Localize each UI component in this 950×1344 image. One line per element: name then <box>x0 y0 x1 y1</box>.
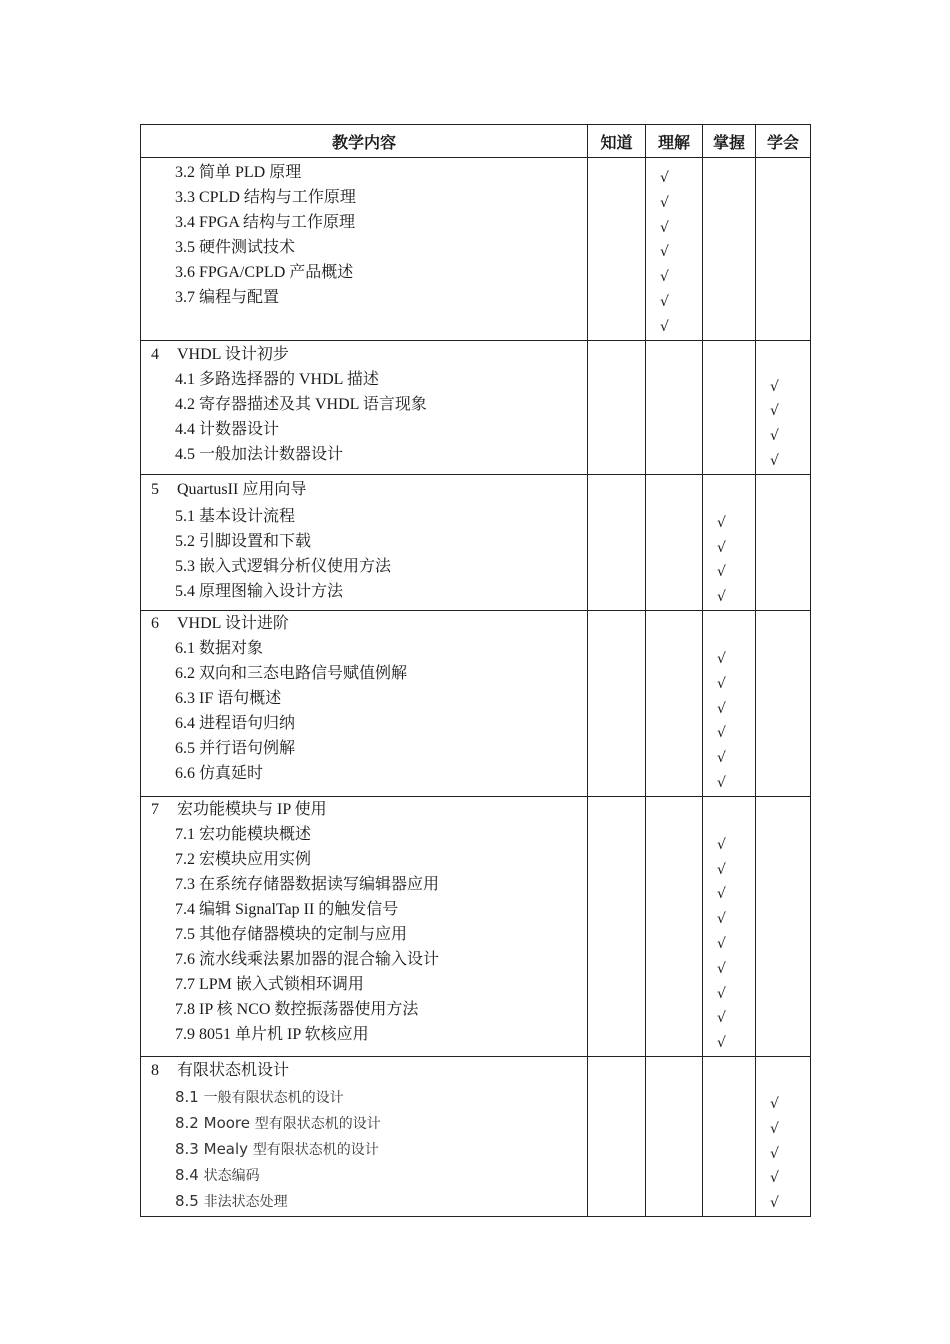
header-content: 教学内容 <box>141 125 588 158</box>
topic-item: 5.2 引脚设置和下载 <box>175 532 312 550</box>
check-mark: √ <box>660 219 669 236</box>
topic-item: 3.6 FPGA/CPLD 产品概述 <box>175 264 354 281</box>
syllabus-table <box>140 124 811 1217</box>
section-title: 8 有限状态机设计 <box>151 1061 290 1079</box>
check-mark: √ <box>717 539 726 556</box>
check-mark: √ <box>770 1095 779 1112</box>
check-mark: √ <box>717 985 726 1002</box>
section-title: 5 QuartusII 应用向导 <box>151 480 307 498</box>
cell-understand <box>646 796 703 1056</box>
section-row-3 <box>141 158 811 341</box>
section-title: 6 VHDL 设计进阶 <box>151 614 289 632</box>
cell-understand <box>646 340 703 474</box>
topic-item: 7.5 其他存储器模块的定制与应用 <box>175 925 408 943</box>
cell-learn <box>756 796 811 1056</box>
check-mark: √ <box>660 293 669 310</box>
cell-know <box>588 340 646 474</box>
cell-know <box>588 158 646 341</box>
section-title: 7 宏功能模块与 IP 使用 <box>151 800 327 818</box>
section-row-7 <box>141 796 811 1056</box>
topic-item: 6.2 双向和三态电路信号赋值例解 <box>175 664 408 682</box>
topic-item: 8.3 Mealy 型有限状态机的设计 <box>175 1139 379 1158</box>
topic-item: 5.4 原理图输入设计方法 <box>175 582 344 600</box>
cell-learn <box>756 610 811 796</box>
check-mark: √ <box>717 1035 726 1052</box>
topic-item: 8.2 Moore 型有限状态机的设计 <box>175 1113 381 1132</box>
check-mark: √ <box>770 1170 779 1187</box>
check-mark: √ <box>660 269 669 286</box>
check-mark: √ <box>717 886 726 903</box>
topic-item: 8.1 一般有限状态机的设计 <box>175 1087 344 1106</box>
cell-master <box>703 610 756 796</box>
check-mark: √ <box>717 564 726 581</box>
cell-learn <box>756 340 811 474</box>
section-content <box>141 1056 588 1216</box>
section-row-5 <box>141 474 811 610</box>
section-content <box>141 340 588 474</box>
topic-item: 7.1 宏功能模块概述 <box>175 825 312 843</box>
check-mark: √ <box>770 378 779 395</box>
header-learn: 学会 <box>756 125 811 158</box>
topic-item: 7.9 8051 单片机 IP 软核应用 <box>175 1025 369 1043</box>
topic-item: 4.4 计数器设计 <box>175 420 280 438</box>
check-mark: √ <box>770 452 779 469</box>
check-mark: √ <box>660 194 669 211</box>
section-row-4 <box>141 340 811 474</box>
section-content <box>141 158 588 341</box>
check-mark: √ <box>660 318 669 335</box>
section-content <box>141 610 588 796</box>
cell-learn <box>756 1056 811 1216</box>
topic-item: 7.4 编辑 SignalTap II 的触发信号 <box>175 900 399 918</box>
check-mark: √ <box>717 960 726 977</box>
topic-item: 5.1 基本设计流程 <box>175 507 296 525</box>
cell-master <box>703 796 756 1056</box>
check-mark: √ <box>770 1195 779 1212</box>
check-mark: √ <box>717 725 726 742</box>
check-mark: √ <box>770 403 779 420</box>
topic-item: 5.3 嵌入式逻辑分析仪使用方法 <box>175 557 392 575</box>
cell-learn <box>756 158 811 341</box>
cell-know <box>588 474 646 610</box>
check-mark: √ <box>717 589 726 606</box>
cell-master <box>703 340 756 474</box>
topic-item: 6.3 IF 语句概述 <box>175 689 282 707</box>
cell-master <box>703 1056 756 1216</box>
cell-learn <box>756 474 811 610</box>
cell-understand <box>646 1056 703 1216</box>
topic-item: 7.7 LPM 嵌入式锁相环调用 <box>175 975 364 993</box>
topic-item: 6.6 仿真延时 <box>175 764 264 782</box>
header-understand: 理解 <box>646 125 703 158</box>
topic-item: 7.3 在系统存储器数据读写编辑器应用 <box>175 875 440 893</box>
cell-know <box>588 610 646 796</box>
check-mark: √ <box>717 1010 726 1027</box>
cell-understand <box>646 474 703 610</box>
section-content <box>141 474 588 610</box>
check-mark: √ <box>717 750 726 767</box>
topic-item: 3.5 硬件测试技术 <box>175 239 296 256</box>
check-mark: √ <box>717 650 726 667</box>
cell-understand <box>646 610 703 796</box>
section-row-6 <box>141 610 811 796</box>
topic-item: 7.8 IP 核 NCO 数控振荡器使用方法 <box>175 1000 419 1018</box>
topic-item: 6.1 数据对象 <box>175 639 264 657</box>
section-title: 4 VHDL 设计初步 <box>151 345 289 363</box>
check-mark: √ <box>717 911 726 928</box>
check-mark: √ <box>717 774 726 791</box>
topic-item: 6.4 进程语句归纳 <box>175 714 296 732</box>
check-mark: √ <box>717 935 726 952</box>
header-master: 掌握 <box>703 125 756 158</box>
section-row-8 <box>141 1056 811 1216</box>
topic-item: 7.6 流水线乘法累加器的混合输入设计 <box>175 950 440 968</box>
header-row <box>141 125 811 158</box>
check-mark: √ <box>717 861 726 878</box>
topic-item: 8.4 状态编码 <box>175 1165 260 1184</box>
check-mark: √ <box>717 514 726 531</box>
check-mark: √ <box>770 1120 779 1137</box>
cell-know <box>588 1056 646 1216</box>
topic-item: 3.3 CPLD 结构与工作原理 <box>175 189 356 206</box>
cell-understand <box>646 158 703 341</box>
topic-item: 3.4 FPGA 结构与工作原理 <box>175 214 356 231</box>
topic-item: 6.5 并行语句例解 <box>175 739 296 757</box>
cell-know <box>588 796 646 1056</box>
topic-item: 3.2 简单 PLD 原理 <box>175 164 302 181</box>
cell-master <box>703 158 756 341</box>
check-mark: √ <box>717 675 726 692</box>
topic-item: 8.5 非法状态处理 <box>175 1191 288 1210</box>
section-content <box>141 796 588 1056</box>
header-know: 知道 <box>588 125 646 158</box>
topic-item: 4.2 寄存器描述及其 VHDL 语言现象 <box>175 395 427 413</box>
check-mark: √ <box>770 1145 779 1162</box>
check-mark: √ <box>660 170 669 186</box>
check-mark: √ <box>660 244 669 261</box>
topic-item: 7.2 宏模块应用实例 <box>175 850 312 868</box>
check-mark: √ <box>770 428 779 445</box>
check-mark: √ <box>717 836 726 853</box>
cell-master <box>703 474 756 610</box>
check-mark: √ <box>717 700 726 717</box>
topic-item: 4.1 多路选择器的 VHDL 描述 <box>175 370 379 388</box>
topic-item: 4.5 一般加法计数器设计 <box>175 445 344 463</box>
topic-item: 3.7 编程与配置 <box>175 289 280 306</box>
